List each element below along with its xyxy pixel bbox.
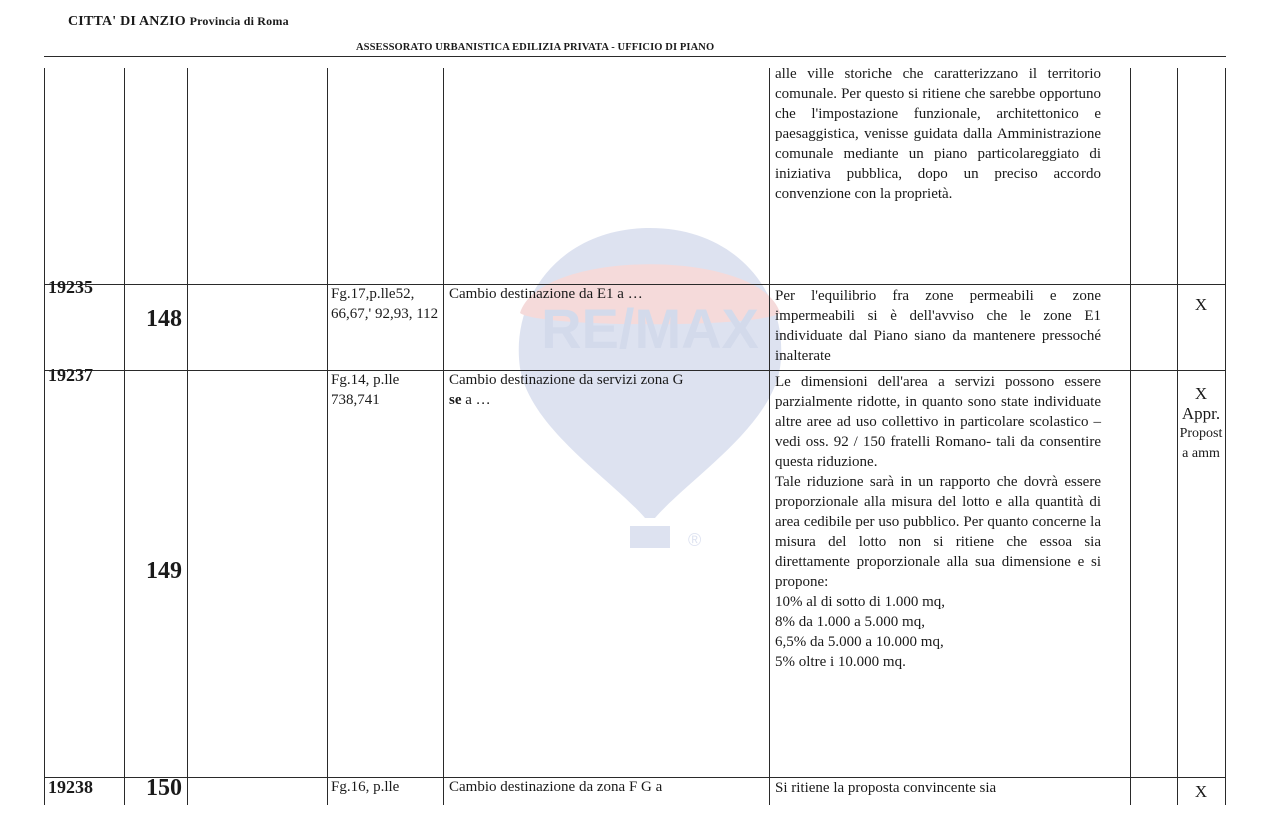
registered-mark: ®	[688, 530, 702, 550]
column-divider	[769, 68, 770, 805]
response-paragraph: Tale riduzione sarà in un rapporto che dovrà essere proporzionale alla misura del lotto e alla quantità di area cedibile per uso pubblico. Per quanto concerne la misura del lotto non si ritiene che essoa sia direttamente proporzionale alla sua dimensione e si propone:	[775, 474, 1101, 590]
row-request	[449, 370, 765, 410]
document-title	[68, 14, 289, 30]
row-mark: X	[1194, 782, 1208, 801]
response-list-item: 8% da 1.000 a 5.000 mq,	[775, 614, 925, 630]
row-parcel: Fg.16, p.lle	[331, 779, 400, 795]
request-text: Cambio destinazione da servizi zona G	[449, 372, 684, 388]
response-list-item: 10% al di sotto di 1.000 mq,	[775, 594, 945, 610]
column-divider	[124, 68, 125, 805]
response-list-item: 5% oltre i 10.000 mq.	[775, 654, 906, 670]
column-divider	[443, 68, 444, 805]
response-paragraph: Le dimensioni dell'area a servizi possono essere parzialmente ridotte, in quanto sono state individuate altre aree ad uso collettivo in particolare scolastico –vedi oss. 92 / 150 fratelli Romano- tali da consentire questa riduzione.	[775, 374, 1101, 470]
row-mark-note: Propost	[1179, 426, 1223, 441]
row-request: Cambio destinazione da E1 a …	[449, 286, 643, 302]
row-number: 148	[146, 306, 182, 332]
response-list-item: 6,5% da 5.000 a 10.000 mq,	[775, 634, 944, 650]
row-mark: X	[1194, 384, 1208, 403]
row-mark-note: Appr.	[1181, 404, 1221, 423]
row-response: Per l'equilibrio fra zone permeabili e zone impermeabili si è dell'avviso che le zone E1 individuate dal Piano siano da mantenere pressoché inalterate	[775, 288, 1101, 364]
row-observation-number: 19238	[48, 777, 93, 797]
row-response: alle ville storiche che caratterizzano il territorio comunale. Per questo si ritiene che sarebbe opportuno che l'impostazione funzionale, architettonico e paesaggistica, venisse guidata dalla Amministrazione comunale mediante un piano particolareggiato di iniziativa pubblica, dopo un preciso accordo convenzione con la proprietà.	[775, 66, 1101, 202]
row-number: 150	[146, 775, 182, 801]
row-number: 149	[146, 558, 182, 584]
row-request: Cambio destinazione da zona F G a	[449, 779, 663, 795]
row-response: Si ritiene la proposta convincente sia	[775, 780, 997, 796]
table-border-top	[44, 56, 1226, 57]
row-response	[775, 372, 1101, 672]
column-divider	[1130, 68, 1131, 805]
observations-table	[44, 56, 1226, 805]
row-parcel: Fg.14, p.lle 738,741	[331, 372, 400, 408]
watermark-text: RE/MAX	[541, 297, 759, 360]
province-name: Provincia di Roma	[189, 14, 289, 28]
request-text: a …	[461, 392, 491, 408]
row-mark: X	[1194, 295, 1208, 314]
table-border-left	[44, 68, 45, 805]
row-mark-block	[1177, 384, 1225, 464]
row-observation-number: 19235	[48, 277, 93, 297]
office-heading: ASSESSORATO URBANISTICA EDILIZIA PRIVATA - UFFICIO DI PIANO	[356, 42, 715, 53]
table-border-right	[1225, 68, 1226, 805]
row-parcel: Fg.17,p.lle52, 66,67,' 92,93, 112	[331, 286, 439, 322]
request-bold-text: se	[449, 392, 462, 408]
row-mark-note: a amm	[1182, 446, 1220, 461]
column-divider	[187, 68, 188, 805]
column-divider	[327, 68, 328, 805]
city-name: CITTA' DI ANZIO	[68, 14, 186, 29]
row-observation-number: 19237	[48, 365, 93, 385]
